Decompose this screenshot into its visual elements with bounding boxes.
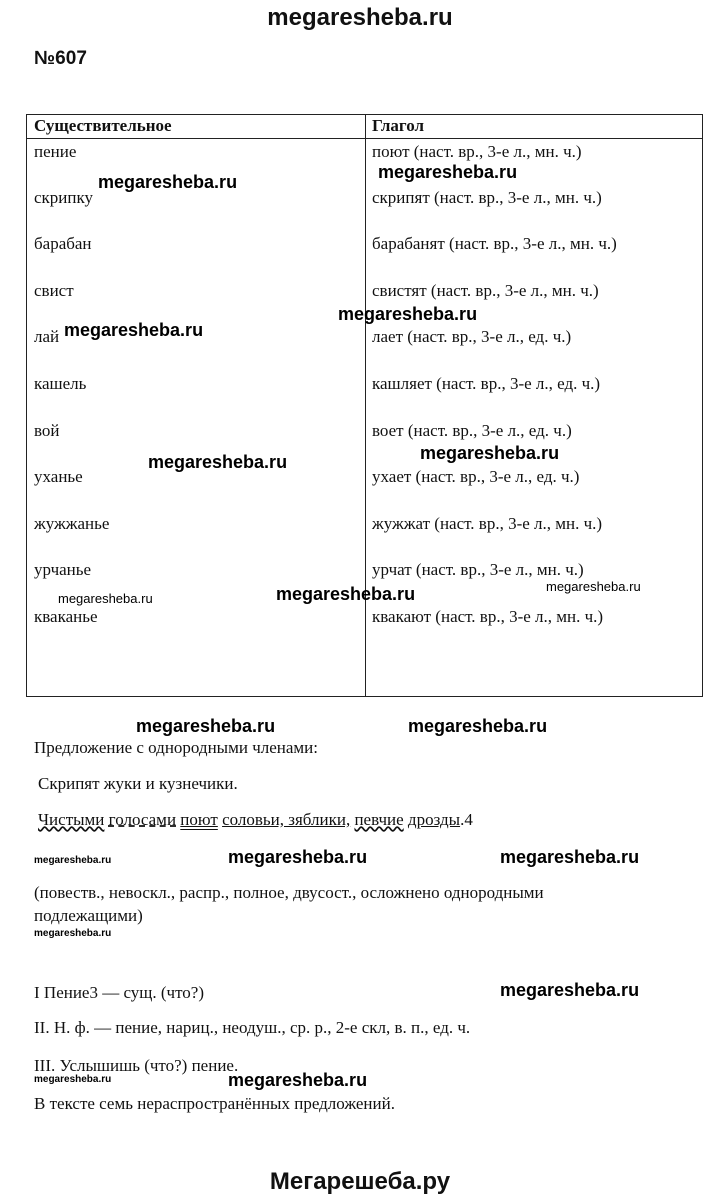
verb-cell: поют (наст. вр., 3-е л., мн. ч.)	[372, 142, 582, 161]
morph-line-3: III. Услышишь (что?) пение.	[34, 1056, 239, 1075]
watermark: megaresheba.ru	[64, 320, 204, 340]
noun-cell: пение	[34, 142, 77, 161]
site-header: megaresheba.ru	[267, 4, 453, 31]
noun-cell: уханье	[34, 467, 83, 486]
verb-cell: квакают (наст. вр., 3-е л., мн. ч.)	[372, 607, 604, 626]
watermark: megaresheba.ru	[338, 304, 478, 324]
watermark: megaresheba.ru	[148, 452, 288, 472]
watermark: megaresheba.ru	[420, 443, 560, 463]
summary-line: В тексте семь нераспространённых предложений.	[34, 1094, 395, 1113]
watermark: megaresheba.ru	[500, 980, 640, 1000]
noun-cell: скрипку	[34, 188, 94, 207]
watermark: megaresheba.ru	[98, 172, 238, 192]
verb-cell: свистят (наст. вр., 3-е л., мн. ч.)	[372, 281, 599, 300]
noun-cell: свист	[34, 281, 74, 300]
morph-line-2: II. Н. ф. — пение, нариц., неодуш., ср. р., 2-е скл, в. п., ед. ч.	[34, 1018, 471, 1037]
verb-cell: воет (наст. вр., 3-е л., ед. ч.)	[372, 421, 572, 440]
watermark: megaresheba.ru	[546, 579, 641, 594]
watermark: megaresheba.ru	[34, 855, 112, 866]
analysis-line-2: подлежащими)	[34, 906, 143, 925]
sentence-1: Скрипят жуки и кузнечики.	[38, 774, 238, 793]
watermark: megaresheba.ru	[228, 1070, 368, 1090]
watermark: megaresheba.ru	[500, 847, 640, 867]
noun-cell: урчанье	[34, 560, 92, 579]
verb-cell: скрипят (наст. вр., 3-е л., мн. ч.)	[372, 188, 602, 207]
watermark: megaresheba.ru	[378, 162, 518, 182]
noun-cell: барабан	[34, 234, 92, 253]
task-number: №607	[34, 48, 87, 69]
noun-cell: лай	[34, 327, 60, 346]
watermark: megaresheba.ru	[276, 584, 416, 604]
verb-cell: жужжат (наст. вр., 3-е л., мн. ч.)	[372, 514, 603, 533]
sentence-end: .4	[460, 810, 473, 829]
site-footer: Мегарешеба.ру	[269, 1168, 451, 1195]
object-word: голосами	[108, 810, 177, 829]
morph-line-1: I Пение3 — сущ. (что?)	[34, 983, 205, 1002]
noun-cell: кваканье	[34, 607, 98, 626]
verb-cell: лает (наст. вр., 3-е л., ед. ч.)	[372, 327, 572, 346]
watermark: megaresheba.ru	[228, 847, 368, 867]
table-column-divider	[365, 115, 366, 696]
predicate-word: поют	[180, 810, 218, 829]
watermark: megaresheba.ru	[34, 1074, 112, 1085]
attribute-word-2: певчие	[354, 810, 404, 829]
attribute-word: Чистыми	[38, 810, 105, 829]
verb-cell: барабанят (наст. вр., 3-е л., мн. ч.)	[372, 234, 617, 253]
noun-cell: кашель	[34, 374, 87, 393]
subject-words: соловьи, зяблики,	[222, 810, 351, 829]
verb-cell: урчат (наст. вр., 3-е л., мн. ч.)	[372, 560, 584, 579]
subject-word-2: дрозды	[407, 810, 461, 829]
homogeneous-heading: Предложение с однородными членами:	[34, 738, 319, 757]
watermark: megaresheba.ru	[408, 716, 548, 736]
watermark: megaresheba.ru	[34, 928, 112, 939]
analysis-line-1: (повеств., невоскл., распр., полное, двусост., осложнено однородными	[34, 883, 544, 902]
header-verb: Глагол	[372, 116, 425, 135]
verb-cell: ухает (наст. вр., 3-е л., ед. ч.)	[372, 467, 580, 486]
noun-cell: жужжанье	[34, 514, 110, 533]
verb-cell: кашляет (наст. вр., 3-е л., ед. ч.)	[372, 374, 601, 393]
sentence-2	[38, 810, 473, 830]
watermark: megaresheba.ru	[136, 716, 276, 736]
table-header-divider	[27, 138, 702, 139]
noun-cell: вой	[34, 421, 60, 440]
header-noun: Существительное	[34, 116, 172, 135]
watermark: megaresheba.ru	[58, 591, 153, 606]
